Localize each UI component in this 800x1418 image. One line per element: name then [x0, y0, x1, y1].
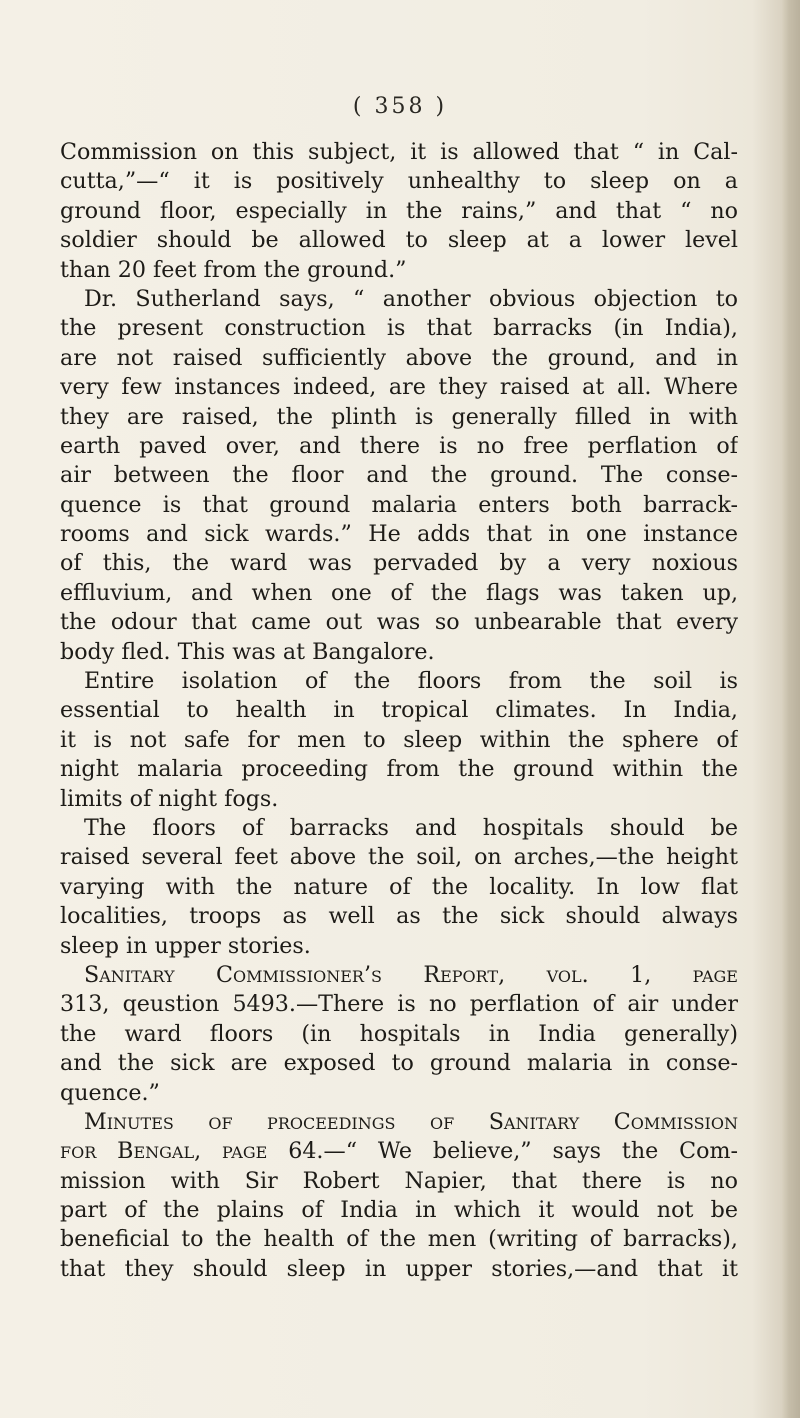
text-line: Dr. Sutherland says, “ another obvious objection to: [84, 285, 738, 312]
text-line: are not raised sufficiently above the ground, and in: [60, 344, 738, 371]
text-line: soldier should be allowed to sleep at a lower level: [60, 227, 738, 254]
text-line: it is not safe for men to sleep within the sphere of: [60, 726, 738, 753]
text-line: 313, qeustion 5493.—There is no perflation of air under: [60, 991, 738, 1018]
text-line: essential to health in tropical climates. In India,: [60, 697, 738, 724]
text-line: mission with Sir Robert Napier, that there is no: [60, 1167, 738, 1194]
text-line: and the sick are exposed to ground malaria in conse-: [60, 1050, 738, 1077]
text-line: sleep in upper stories.: [60, 932, 311, 959]
section-heading: for Bengal, page 64.: [60, 1138, 324, 1165]
text-line: the odour that came out was so unbearable that every: [60, 609, 738, 636]
text-line: raised several feet above the soil, on arches,—the height: [60, 844, 738, 871]
text-line: beneficial to the health of the men (writing of barracks),: [60, 1226, 738, 1253]
text-line: Entire isolation of the floors from the soil is: [84, 668, 738, 695]
text-line: part of the plains of India in which it would not be: [60, 1197, 738, 1224]
text-line: limits of night fogs.: [60, 785, 279, 812]
text-line: body fled. This was at Bangalore.: [60, 638, 435, 665]
body-text: [60, 138, 738, 1284]
text-line: the present construction is that barracks (in India),: [60, 315, 738, 342]
text-line: night malaria proceeding from the ground within the: [60, 756, 738, 783]
text-line: earth paved over, and there is no free perflation of: [60, 432, 738, 459]
text-line-rest: —“ We believe,” says the Com-: [323, 1138, 738, 1165]
text-line: of this, the ward was pervaded by a very noxious: [60, 550, 738, 577]
text-line: quence.”: [60, 1079, 160, 1106]
text-line: Minutes of proceedings of Sanitary Commission: [84, 1108, 738, 1135]
text-line: very few instances indeed, are they raised at all. Where: [60, 374, 738, 401]
page-number: ( 358 ): [352, 94, 448, 119]
text-line: [60, 1137, 738, 1166]
text-line: they are raised, the plinth is generally filled in with: [60, 403, 738, 430]
text-line: varying with the nature of the locality. In low flat: [60, 873, 738, 900]
text-line: The floors of barracks and hospitals should be: [84, 814, 738, 841]
text-line: rooms and sick wards.” He adds that in one instance: [60, 521, 738, 548]
text-line: localities, troops as well as the sick should always: [60, 903, 738, 930]
text-line: Commission on this subject, it is allowed that “ in Cal-: [60, 139, 738, 165]
text-line: air between the floor and the ground. The conse-: [60, 462, 738, 489]
page-edge-shadow: [782, 0, 800, 1418]
text-line: the ward floors (in hospitals in India generally): [60, 1020, 738, 1047]
text-line: than 20 feet from the ground.”: [60, 256, 407, 283]
text-line: ground floor, especially in the rains,” and that “ no: [60, 197, 738, 224]
text-line: effluvium, and when one of the flags was taken up,: [60, 579, 738, 606]
text-line: quence is that ground malaria enters both barrack-: [60, 491, 738, 518]
text-line: Sanitary Commissioner’s Report, vol. 1, page: [84, 961, 738, 988]
text-line: cutta,”—“ it is positively unhealthy to sleep on a: [60, 168, 738, 195]
text-line: that they should sleep in upper stories,—and that it: [60, 1255, 738, 1282]
